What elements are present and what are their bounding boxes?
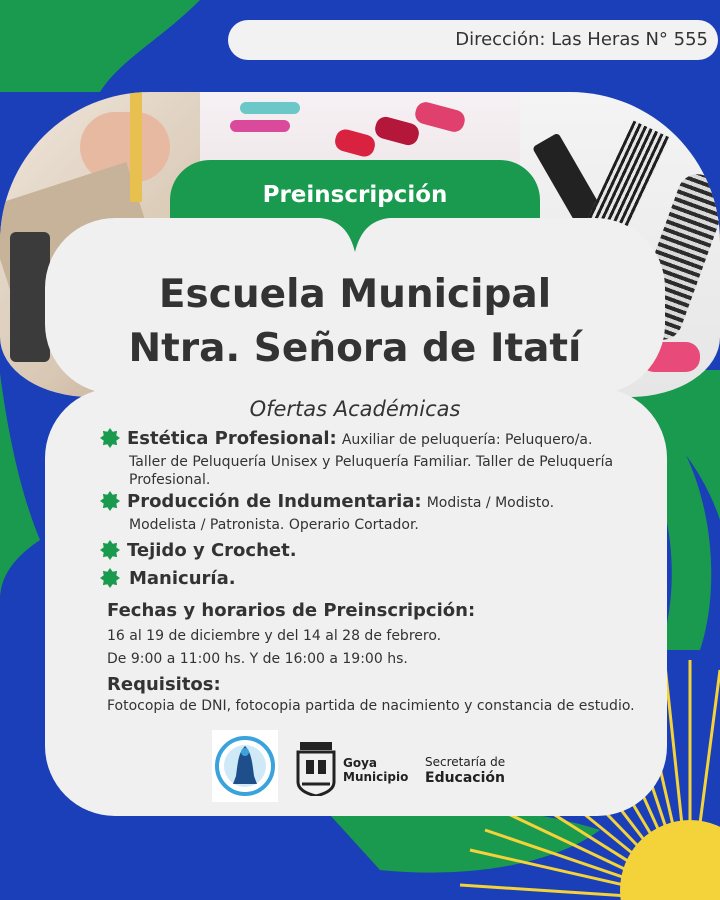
scissors-shape <box>10 232 50 362</box>
offer-estetica-desc <box>129 453 649 489</box>
address-pill <box>228 20 718 60</box>
polish-bottle-1 <box>333 127 377 159</box>
offer-estetica-desc-line2: Profesional. <box>129 472 211 488</box>
virgin-itati-logo <box>212 730 278 802</box>
offer-estetica <box>127 428 592 449</box>
title-line-1: Escuela Municipal <box>158 272 552 317</box>
goya-line-2: Municipio <box>343 770 409 784</box>
polish-bottle-3 <box>413 100 467 134</box>
badge-bullet-icon <box>100 540 120 560</box>
dates-text <box>107 625 441 671</box>
polish-bottle-5 <box>230 120 290 132</box>
secretaria-line-2: Educación <box>425 770 505 786</box>
goya-municipio-text <box>343 756 408 784</box>
address-text: Dirección: Las Heras N° 555 <box>455 29 708 50</box>
secretaria-line-1: Secretaría de <box>425 755 506 769</box>
title-line-2: Ntra. Señora de Itatí <box>128 326 582 371</box>
offer-tejido-title: Tejido y Crochet. <box>127 540 297 561</box>
offer-estetica-desc-line1: Taller de Peluquería Unisex y Peluquería Familiar. Taller de Peluquería <box>129 454 614 470</box>
offer-estetica-sub: Auxiliar de peluquería: Peluquero/a. <box>341 432 593 448</box>
dates-title: Fechas y horarios de Preinscripción: <box>107 600 476 621</box>
dates-line-1: 16 al 19 de diciembre y del 14 al 28 de febrero. <box>107 628 442 644</box>
offer-indumentaria-sub: Modista / Modisto. <box>426 495 555 511</box>
title-card-notch <box>320 218 390 252</box>
offer-manicuria-title: Manicuría. <box>129 568 236 589</box>
requirements-title: Requisitos: <box>107 674 221 695</box>
offer-indumentaria-title: Producción de Indumentaria: <box>127 491 422 512</box>
polish-bottle-2 <box>373 115 421 148</box>
polish-bottle-4 <box>240 102 300 114</box>
measuring-tape <box>130 92 142 202</box>
badge-label: Preinscripción <box>262 182 448 208</box>
badge-bullet-icon <box>100 491 120 511</box>
goya-line-1: Goya <box>343 756 378 770</box>
offer-indumentaria-desc: Modelista / Patronista. Operario Cortador. <box>129 517 419 533</box>
badge-bullet-icon <box>100 568 120 588</box>
virgin-logo-icon <box>212 730 278 802</box>
offers-title: Ofertas Académicas <box>249 397 461 421</box>
requirements-text: Fotocopia de DNI, fotocopia partida de nacimiento y constancia de estudio. <box>107 698 635 714</box>
secretaria-educacion-text <box>425 755 505 787</box>
badge-bullet-icon <box>100 428 120 448</box>
offer-estetica-title: Estética Profesional: <box>127 428 337 449</box>
dates-line-2: De 9:00 a 11:00 hs. Y de 16:00 a 19:00 hs. <box>107 651 408 667</box>
offer-indumentaria <box>127 491 554 512</box>
goya-municipio-shield-icon <box>296 740 336 796</box>
